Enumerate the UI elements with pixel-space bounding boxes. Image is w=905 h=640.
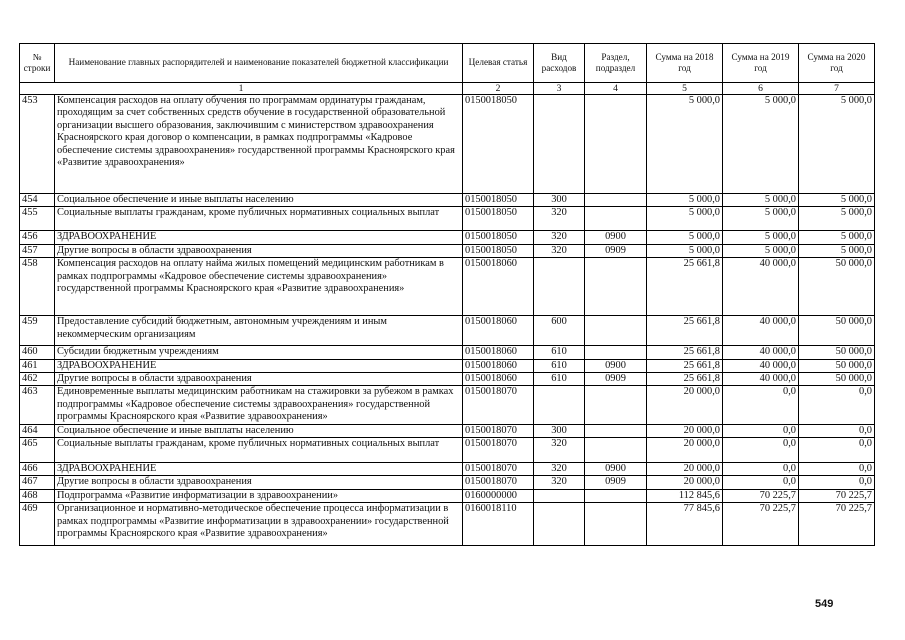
row-sum-2018: 20 000,0	[647, 463, 723, 476]
table-row	[20, 503, 875, 546]
row-name: Социальное обеспечение и иные выплаты населению	[55, 424, 463, 437]
row-section-code	[585, 258, 647, 316]
row-section-code	[585, 95, 647, 194]
row-sum-2018: 20 000,0	[647, 424, 723, 437]
column-number: 4	[585, 83, 647, 95]
row-number: 459	[20, 316, 55, 346]
row-sum-2018: 20 000,0	[647, 386, 723, 424]
row-number: 453	[20, 95, 55, 194]
row-sum-2019: 0,0	[723, 463, 799, 476]
row-number: 460	[20, 346, 55, 359]
row-number: 461	[20, 359, 55, 372]
row-name: Организационное и нормативно-методическое обеспечение процесса информатизации в рамках подпрограммы «Развитие информатизации в здравоохранении» государственной программы Красноярского края «Развитие здравоохранения»	[55, 503, 463, 546]
header-sum-2018: Сумма на 2018 год	[647, 44, 723, 83]
row-sum-2019: 40 000,0	[723, 359, 799, 372]
row-sum-2018: 20 000,0	[647, 476, 723, 489]
row-sum-2019: 0,0	[723, 476, 799, 489]
row-section-code	[585, 207, 647, 231]
table-row	[20, 207, 875, 231]
row-sum-2020: 0,0	[799, 463, 875, 476]
row-name: Компенсация расходов на оплату обучения по программам ординатуры гражданам, проходящим за счет собственных средств обучение в государственной образовательной организации высшего образования, заключившим с министерством здравоохранения Красноярского края договор о компенсации, в рамках подпрограммы «Кадровое обеспечение системы здравоохранения» государственной программы Красноярского края «Развитие здравоохранения»	[55, 95, 463, 194]
table-row	[20, 231, 875, 244]
row-sum-2019: 0,0	[723, 386, 799, 424]
row-sum-2020: 5 000,0	[799, 194, 875, 207]
row-sum-2020: 50 000,0	[799, 359, 875, 372]
row-sum-2020: 5 000,0	[799, 95, 875, 194]
table-row	[20, 438, 875, 463]
row-number: 455	[20, 207, 55, 231]
row-section-code: 0900	[585, 231, 647, 244]
row-sum-2020: 0,0	[799, 476, 875, 489]
row-sum-2018: 25 661,8	[647, 258, 723, 316]
budget-table	[19, 43, 875, 546]
row-section-code: 0900	[585, 359, 647, 372]
row-number: 454	[20, 194, 55, 207]
row-sum-2018: 25 661,8	[647, 316, 723, 346]
row-sum-2020: 70 225,7	[799, 489, 875, 502]
row-sum-2019: 40 000,0	[723, 346, 799, 359]
row-name: Другие вопросы в области здравоохранения	[55, 244, 463, 257]
row-number: 464	[20, 424, 55, 437]
row-expense-type: 320	[534, 231, 585, 244]
row-sum-2020: 0,0	[799, 386, 875, 424]
row-section-code: 0909	[585, 244, 647, 257]
row-target-code: 0150018070	[463, 424, 534, 437]
row-target-code: 0150018060	[463, 359, 534, 372]
row-sum-2019: 70 225,7	[723, 503, 799, 546]
row-target-code: 0150018060	[463, 346, 534, 359]
row-sum-2020: 0,0	[799, 424, 875, 437]
row-target-code: 0150018060	[463, 258, 534, 316]
table-row	[20, 346, 875, 359]
column-number: 2	[463, 83, 534, 95]
table-row	[20, 194, 875, 207]
row-expense-type: 320	[534, 207, 585, 231]
row-name: ЗДРАВООХРАНЕНИЕ	[55, 231, 463, 244]
row-sum-2020: 70 225,7	[799, 503, 875, 546]
column-number: 6	[723, 83, 799, 95]
row-expense-type: 600	[534, 316, 585, 346]
header-row	[20, 44, 875, 83]
row-target-code: 0160018110	[463, 503, 534, 546]
row-sum-2019: 0,0	[723, 438, 799, 463]
row-sum-2018: 5 000,0	[647, 207, 723, 231]
table-row	[20, 476, 875, 489]
row-sum-2020: 5 000,0	[799, 244, 875, 257]
row-expense-type: 320	[534, 476, 585, 489]
row-target-code: 0150018070	[463, 476, 534, 489]
row-number: 457	[20, 244, 55, 257]
row-expense-type	[534, 489, 585, 502]
row-name: Субсидии бюджетным учреждениям	[55, 346, 463, 359]
column-number: 5	[647, 83, 723, 95]
row-name: Единовременные выплаты медицинским работникам на стажировки за рубежом в рамках подпрограммы «Кадровое обеспечение системы здравоохранения» государственной программы Красноярского края «Развитие здравоохранения»	[55, 386, 463, 424]
column-number-row	[20, 83, 875, 95]
row-sum-2019: 5 000,0	[723, 207, 799, 231]
row-sum-2018: 25 661,8	[647, 359, 723, 372]
table-row	[20, 244, 875, 257]
table-row	[20, 316, 875, 346]
row-sum-2019: 5 000,0	[723, 231, 799, 244]
table-row	[20, 489, 875, 502]
row-expense-type: 610	[534, 346, 585, 359]
row-target-code: 0150018060	[463, 316, 534, 346]
row-name: Социальное обеспечение и иные выплаты населению	[55, 194, 463, 207]
row-expense-type: 610	[534, 373, 585, 386]
row-expense-type: 320	[534, 438, 585, 463]
table-row	[20, 359, 875, 372]
row-name: Подпрограмма «Развитие информатизации в здравоохранении»	[55, 489, 463, 502]
row-name: Социальные выплаты гражданам, кроме публичных нормативных социальных выплат	[55, 207, 463, 231]
row-target-code: 0150018070	[463, 438, 534, 463]
row-sum-2018: 77 845,6	[647, 503, 723, 546]
row-sum-2020: 50 000,0	[799, 373, 875, 386]
row-target-code: 0150018050	[463, 207, 534, 231]
row-sum-2018: 25 661,8	[647, 373, 723, 386]
row-section-code	[585, 316, 647, 346]
table-row	[20, 373, 875, 386]
header-sum-2020: Сумма на 2020 год	[799, 44, 875, 83]
row-sum-2020: 0,0	[799, 438, 875, 463]
row-sum-2020: 50 000,0	[799, 316, 875, 346]
row-number: 456	[20, 231, 55, 244]
row-expense-type: 300	[534, 194, 585, 207]
row-sum-2018: 5 000,0	[647, 231, 723, 244]
column-number: 1	[20, 83, 463, 95]
row-sum-2019: 5 000,0	[723, 95, 799, 194]
table-row	[20, 424, 875, 437]
row-sum-2018: 5 000,0	[647, 95, 723, 194]
row-expense-type: 300	[534, 424, 585, 437]
row-sum-2018: 20 000,0	[647, 438, 723, 463]
row-sum-2018: 5 000,0	[647, 194, 723, 207]
table-row	[20, 258, 875, 316]
table-row	[20, 386, 875, 424]
row-sum-2018: 5 000,0	[647, 244, 723, 257]
table-body	[20, 95, 875, 546]
row-sum-2019: 40 000,0	[723, 373, 799, 386]
header-sum-2019: Сумма на 2019 год	[723, 44, 799, 83]
row-name: Предоставление субсидий бюджетным, автономным учреждениям и иным некоммерческим организациям	[55, 316, 463, 346]
row-sum-2019: 0,0	[723, 424, 799, 437]
row-number: 468	[20, 489, 55, 502]
row-section-code: 0909	[585, 373, 647, 386]
row-section-code	[585, 424, 647, 437]
row-number: 469	[20, 503, 55, 546]
row-name: Другие вопросы в области здравоохранения	[55, 373, 463, 386]
row-sum-2019: 40 000,0	[723, 258, 799, 316]
row-number: 463	[20, 386, 55, 424]
header-section: Раздел, подраздел	[585, 44, 647, 83]
row-target-code: 0150018070	[463, 463, 534, 476]
row-expense-type: 610	[534, 359, 585, 372]
row-expense-type	[534, 95, 585, 194]
row-target-code: 0160000000	[463, 489, 534, 502]
page-number: 549	[815, 598, 834, 610]
row-number: 462	[20, 373, 55, 386]
row-section-code	[585, 438, 647, 463]
row-target-code: 0150018050	[463, 194, 534, 207]
row-sum-2020: 5 000,0	[799, 231, 875, 244]
header-type: Вид расходов	[534, 44, 585, 83]
row-section-code	[585, 489, 647, 502]
row-sum-2020: 50 000,0	[799, 258, 875, 316]
column-number: 7	[799, 83, 875, 95]
row-number: 467	[20, 476, 55, 489]
row-section-code	[585, 346, 647, 359]
row-section-code: 0909	[585, 476, 647, 489]
row-target-code: 0150018050	[463, 231, 534, 244]
row-name: Компенсация расходов на оплату найма жилых помещений медицинским работникам в рамках подпрограммы «Кадровое обеспечение системы здравоохранения» государственной программы Красноярского края «Развитие здравоохранения»	[55, 258, 463, 316]
row-expense-type: 320	[534, 244, 585, 257]
row-target-code: 0150018050	[463, 244, 534, 257]
row-target-code: 0150018070	[463, 386, 534, 424]
header-target: Целевая статья	[463, 44, 534, 83]
row-section-code: 0900	[585, 463, 647, 476]
table-row	[20, 95, 875, 194]
row-sum-2018: 112 845,6	[647, 489, 723, 502]
row-name: Другие вопросы в области здравоохранения	[55, 476, 463, 489]
row-name: ЗДРАВООХРАНЕНИЕ	[55, 359, 463, 372]
row-section-code	[585, 503, 647, 546]
row-name: ЗДРАВООХРАНЕНИЕ	[55, 463, 463, 476]
row-expense-type	[534, 503, 585, 546]
row-section-code	[585, 194, 647, 207]
row-sum-2018: 25 661,8	[647, 346, 723, 359]
column-number: 3	[534, 83, 585, 95]
row-sum-2019: 5 000,0	[723, 194, 799, 207]
header-name: Наименование главных распорядителей и наименование показателей бюджетной классификации	[55, 44, 463, 83]
row-section-code	[585, 386, 647, 424]
row-name: Социальные выплаты гражданам, кроме публичных нормативных социальных выплат	[55, 438, 463, 463]
header-num: № строки	[20, 44, 55, 83]
row-sum-2020: 5 000,0	[799, 207, 875, 231]
row-target-code: 0150018050	[463, 95, 534, 194]
row-number: 458	[20, 258, 55, 316]
row-sum-2019: 70 225,7	[723, 489, 799, 502]
row-sum-2019: 5 000,0	[723, 244, 799, 257]
row-number: 465	[20, 438, 55, 463]
row-sum-2020: 50 000,0	[799, 346, 875, 359]
row-expense-type	[534, 258, 585, 316]
row-expense-type: 320	[534, 463, 585, 476]
table-row	[20, 463, 875, 476]
row-expense-type	[534, 386, 585, 424]
row-number: 466	[20, 463, 55, 476]
row-target-code: 0150018060	[463, 373, 534, 386]
row-sum-2019: 40 000,0	[723, 316, 799, 346]
